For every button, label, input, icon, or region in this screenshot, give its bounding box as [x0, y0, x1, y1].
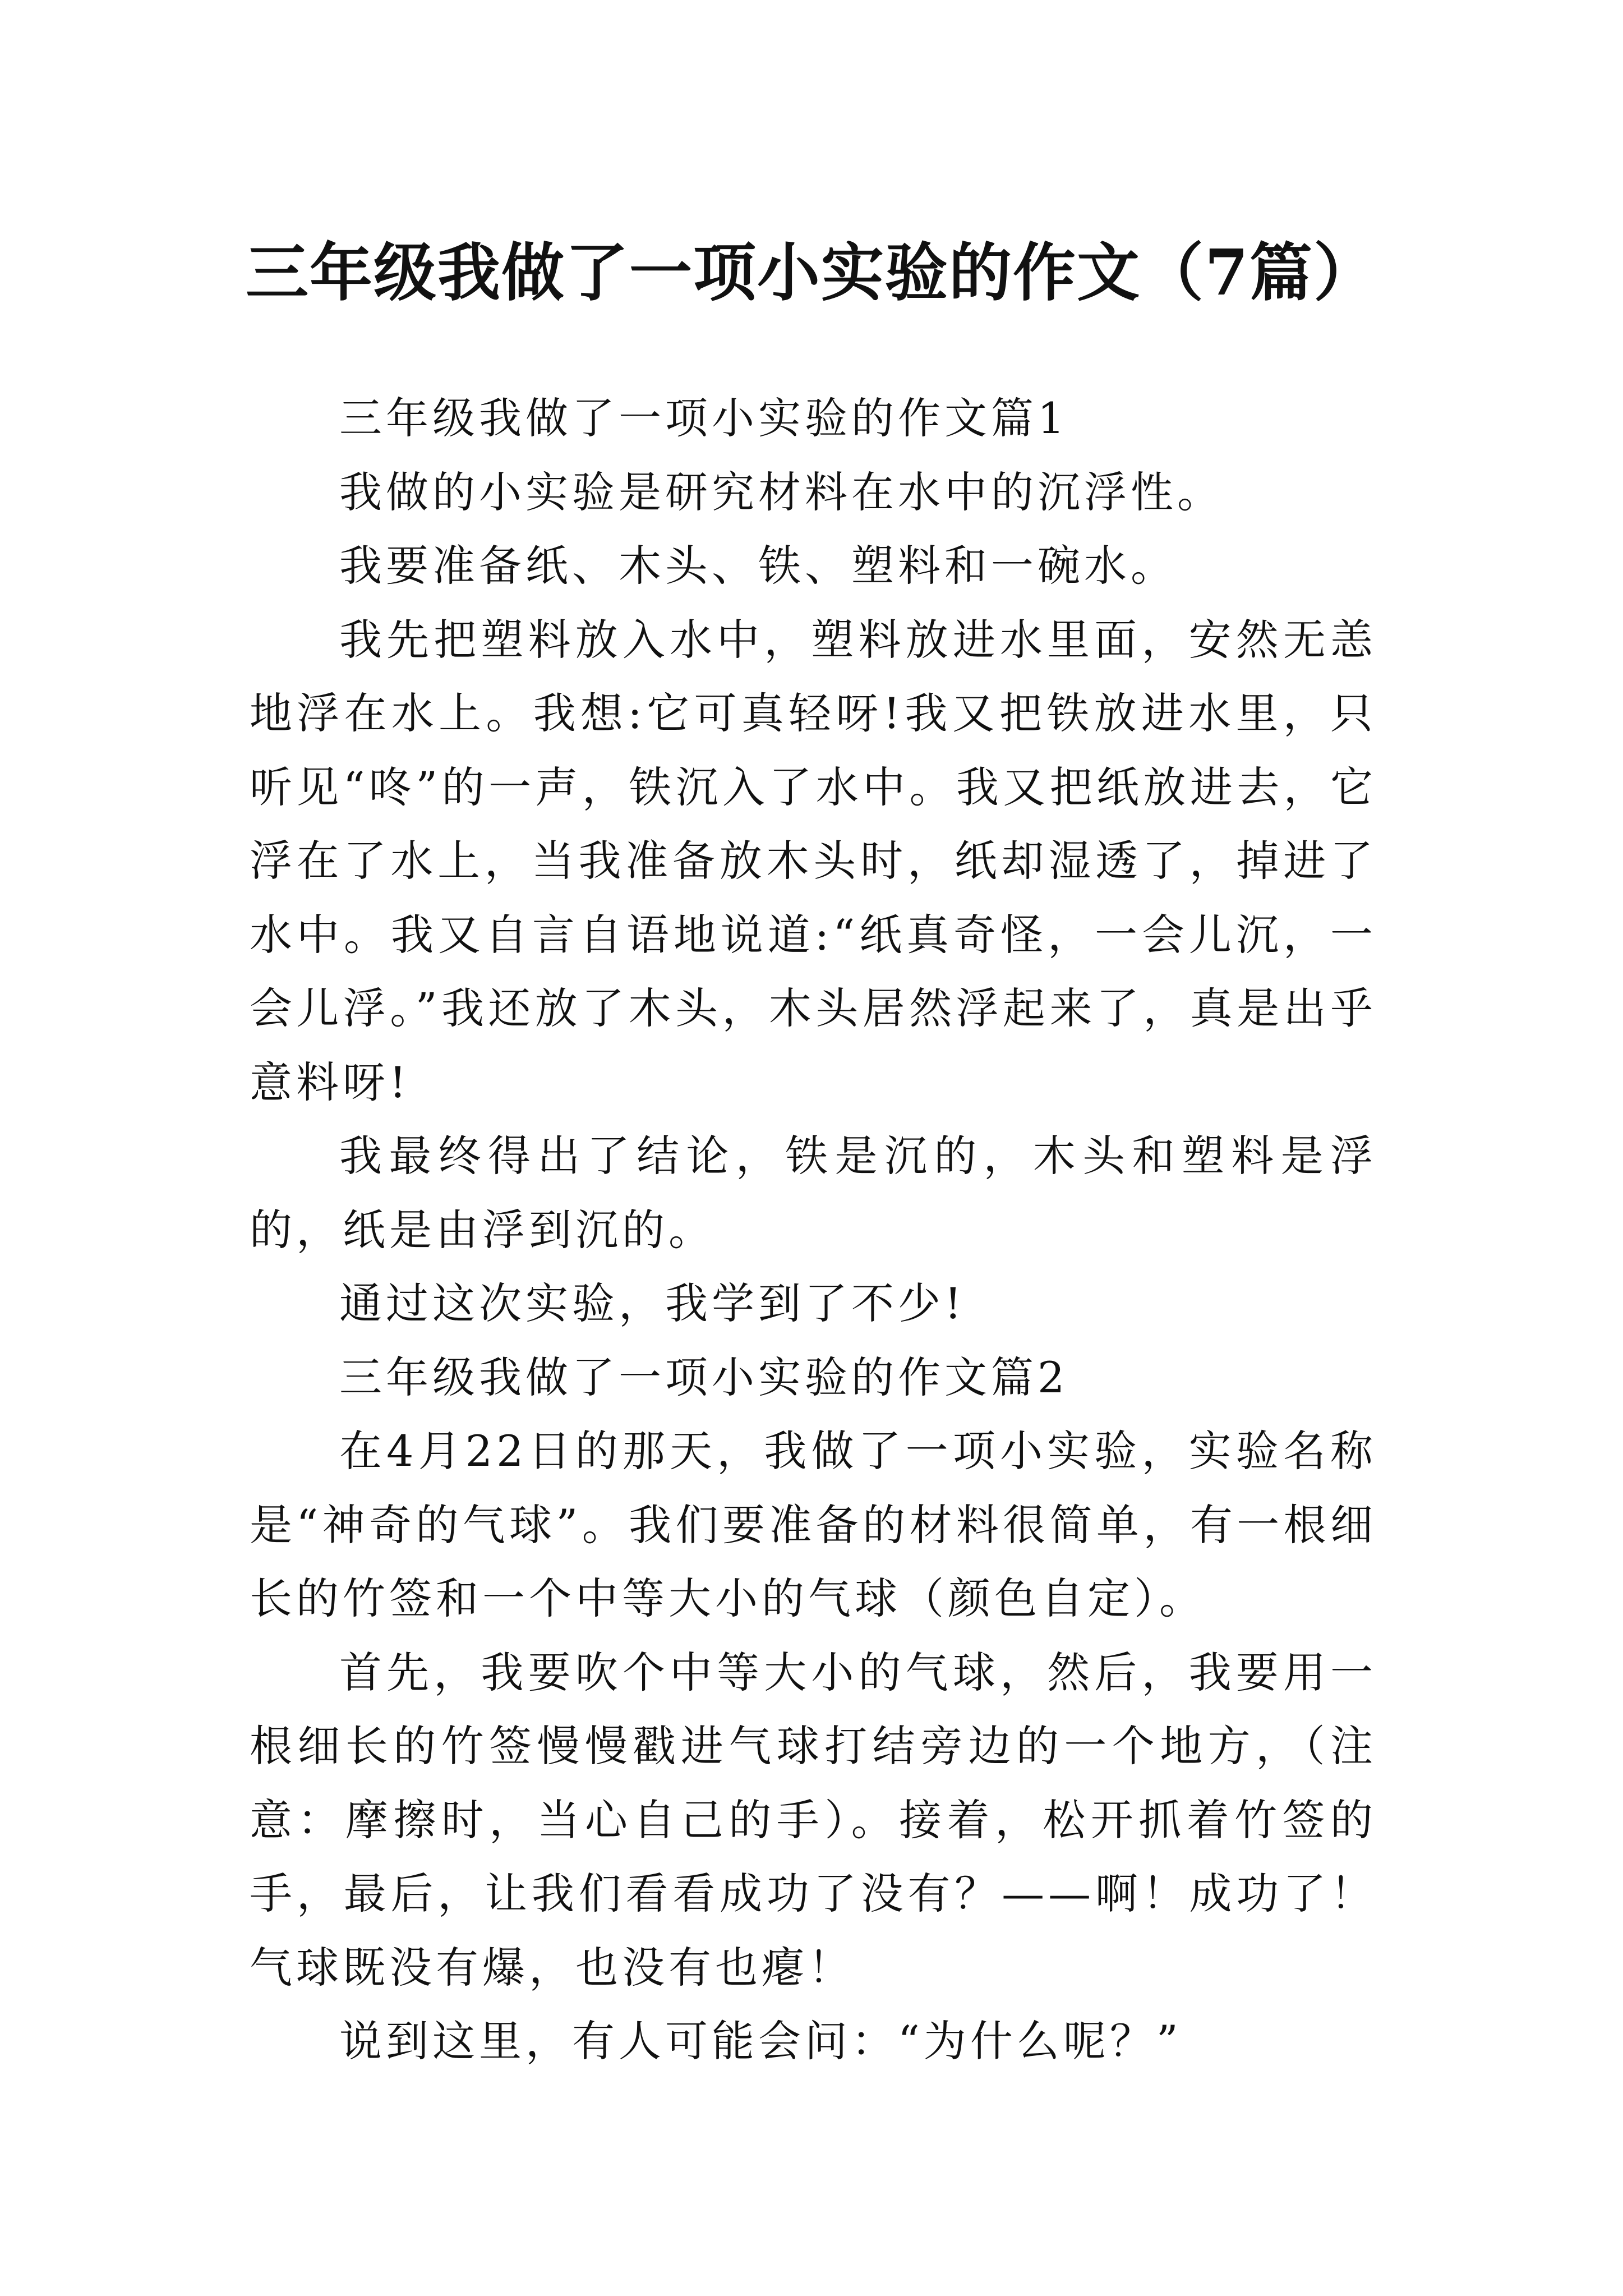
document-body	[250, 381, 1377, 2078]
body-paragraph: 说到这里，有人可能会问：“为什么呢？”	[339, 2016, 1182, 2066]
body-paragraph: 我做的小实验是研究材料在水中的沉浮性。	[339, 467, 1224, 517]
body-paragraph: 我要准备纸、木头、铁、塑料和一碗水。	[339, 541, 1177, 591]
essay-2-heading: 三年级我做了一项小实验的作文篇2	[339, 1352, 1069, 1402]
essay-1-heading: 三年级我做了一项小实验的作文篇1	[339, 393, 1069, 443]
document-title: 三年级我做了一项小实验的作文（7篇）	[246, 236, 1377, 310]
body-paragraph: 我先把塑料放入水中，塑料放进水里面，安然无恙地浮在水上。我想:它可真轻呀!我又把铁放进水里，只听见“咚”的一声，铁沉入了水中。我又把纸放进去，它浮在了水上，当我准备放木头时，纸却湿透了，掉进了水中。我又自言自语地说道:“纸真奇怪，一会儿沉，一会儿浮。”我还放了木头，木头居然浮起来了，真是出乎意料呀!	[250, 614, 1377, 1107]
body-paragraph: 在4月22日的那天，我做了一项小实验，实验名称是“神奇的气球”。我们要准备的材料很简单，有一根细长的竹签和一个中等大小的气球（颜色自定）。	[250, 1426, 1377, 1623]
body-paragraph: 我最终得出了结论，铁是沉的，木头和塑料是浮的，纸是由浮到沉的。	[250, 1131, 1377, 1255]
body-paragraph: 首先，我要吹个中等大小的气球，然后，我要用一根细长的竹签慢慢戳进气球打结旁边的一个地方，（注意：摩擦时，当心自己的手）。接着，松开抓着竹签的手，最后，让我们看看成功了没有？——啊！成功了！气球既没有爆，也没有也瘪！	[250, 1647, 1377, 1993]
body-paragraph: 通过这次实验，我学到了不少!	[339, 1278, 966, 1328]
